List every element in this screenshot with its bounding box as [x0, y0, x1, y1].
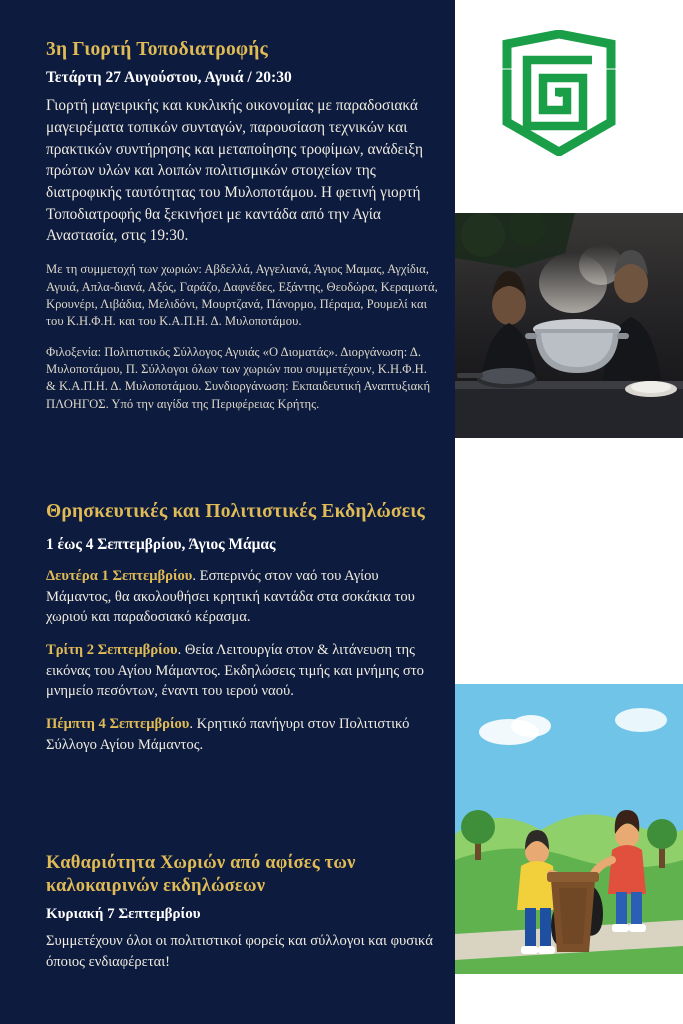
- event-item: [46, 566, 438, 628]
- section-religious-cultural-events: [46, 500, 438, 768]
- section-toposdiatrofis: [46, 38, 438, 413]
- event-text: . Θεία Λειτουργία στον & λιτάνευση της εικόνας του Αγίου Μάμαντος. Εκδηλώσεις τιμής και μνήμης στο μνημείο πεσόντων, έναντι του ιερού ναού.: [46, 641, 424, 700]
- section3-body: Συμμετέχουν όλοι οι πολιτιστικοί φορείς και σύλλογοι και φυσικά όποιος ενδιαφέρεται!: [46, 933, 433, 970]
- section1-body: Γιορτή μαγειρικής και κυκλικής οικονομίας με παραδοσιακά μαγειρέματα τοπικών συνταγών, παρουσίαση τεχνικών και πρακτικών συντήρησης και μεταποίησης τροφίμων, ανάδειξη πρώτων υλών και λοιπών πολιτισμικών στοιχείων της διατροφικής ταυτότητας του Μυλοποτάμου. Η φετινή γιορτή Τοποδιατροφής θα ξεκινήσει με καντάδα από την Αγία Αναστασία, στις 19:30.: [46, 97, 424, 245]
- village-cleanup-illustration: [455, 684, 683, 974]
- section1-subtitle: Τετάρτη 27 Αυγούστου, Αγυιά / 20:30: [46, 68, 292, 86]
- event-day: Δευτέρα 1 Σεπτεμβρίου: [46, 567, 193, 584]
- section-village-cleanup: [46, 852, 438, 972]
- event-text: . Εσπερινός στον ναό του Αγίου Μάμαντος, θα ακολουθήσει κρητική καντάδα στα σοκάκια του χωριού και παραδοσιακό κέρασμα.: [46, 567, 415, 626]
- cooking-pot-photo: [455, 213, 683, 438]
- section2-lead: 1 έως 4 Σεπτεμβρίου, Άγιος Μάμας: [46, 535, 276, 553]
- section3-title: Καθαριότητα Χωριών από αφίσες των καλοκαιρινών εκδηλώσεων: [46, 853, 356, 897]
- event-item: [46, 714, 438, 755]
- section1-title: 3η Γιορτή Τοποδιατροφής: [46, 39, 268, 60]
- event-item: [46, 640, 438, 702]
- event-day: Πέμπτη 4 Σεπτεμβρίου: [46, 716, 190, 733]
- section2-title: Θρησκευτικές και Πολιτιστικές Εκδηλώσεις: [46, 501, 425, 522]
- poster-content: [46, 0, 438, 1024]
- section1-organizers: Φιλοξενία: Πολιτιστικός Σύλλογος Αγυιάς «Ο Διοματάς». Διοργάνωση: Δ. Μυλοποτάμου, Π. Σύλλογοι όλων των χωριών που συμμετέχουν, Κ.Η.Φ.Η. & Κ.Α.Π.Η. Δ. Μυλοποτάμου. Συνδιοργάνωση: Εκπαιδευτική Αναπτυξιακή ΠΛΟΗΓΟΣ. Υπό την αιγίδα της Περιφέρειας Κρήτης.: [46, 344, 431, 411]
- event-day: Τρίτη 2 Σεπτεμβρίου: [46, 641, 178, 658]
- section3-subtitle: Κυριακή 7 Σεπτεμβρίου: [46, 906, 201, 923]
- section1-participants: Με τη συμμετοχή των χωριών: Αβδελλά, Αγγελιανά, Άγιος Μαμας, Αγχίδια, Αγυιά, Απλα-διανά, Αξός, Γαράζο, Δαφνέδες, Εξάντης, Θεοδώρα, Κεραμωτά, Κρουνέρι, Λιβάδια, Μελιδόνι, Μουρτζανά, Πάνορμο, Πέραμα, Ρουμελί και του Κ.Η.Φ.Η. και του Κ.Α.Π.Η. Δ. Μυλοποτάμου.: [46, 262, 438, 329]
- event-text: . Κρητικό πανήγυρι στον Πολιτιστικό Σύλλογο Αγίου Μάμαντος.: [46, 716, 410, 753]
- spiral-maze-logo: [497, 30, 623, 156]
